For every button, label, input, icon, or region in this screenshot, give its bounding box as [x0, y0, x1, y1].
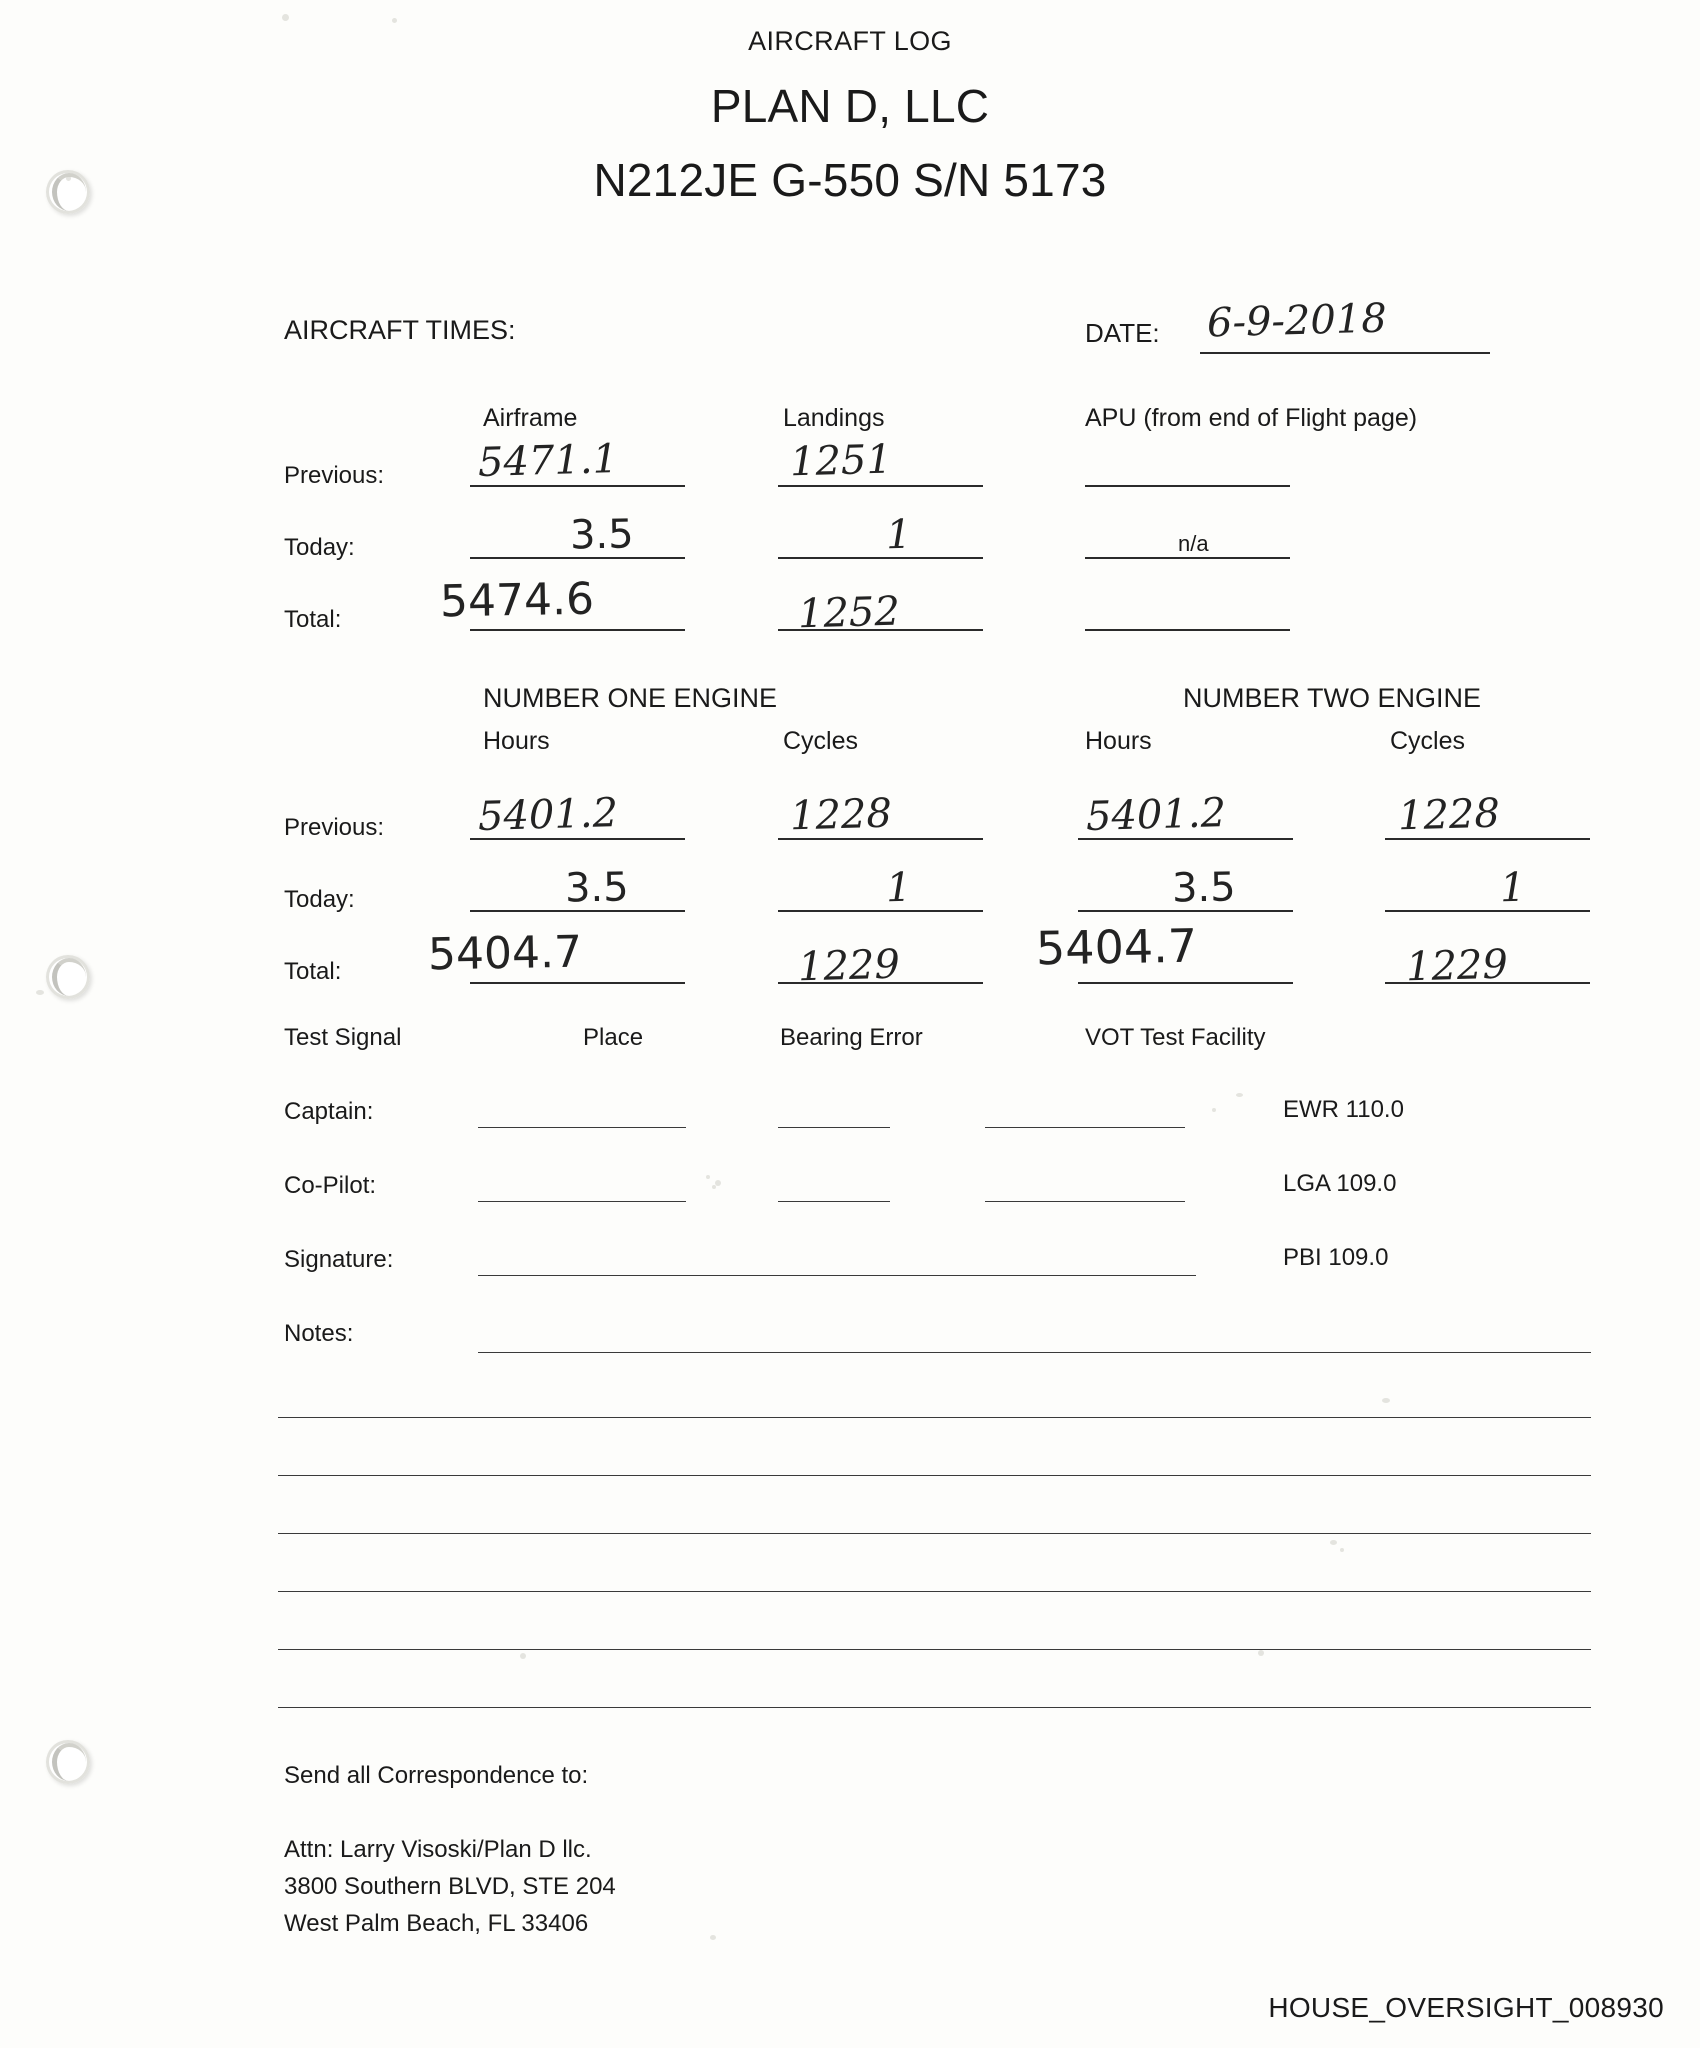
copilot-vot-rule — [985, 1201, 1185, 1202]
e1-cycles-today-rule — [778, 910, 983, 912]
e2-cycles-today-rule — [1385, 910, 1590, 912]
notes-rule-2 — [278, 1417, 1591, 1418]
engine-two-title: NUMBER TWO ENGINE — [1183, 683, 1482, 713]
landings-today-rule — [778, 557, 983, 559]
e2-cycles-total-value: 1229 — [1405, 941, 1509, 991]
apu-today-value: n/a — [1178, 531, 1209, 556]
bates-stamp: HOUSE_OVERSIGHT_008930 — [1268, 1992, 1664, 2023]
vot-facility-pbi: PBI 109.0 — [1283, 1244, 1389, 1271]
date-label: DATE: — [1085, 318, 1160, 348]
airframe-today-value: 3.5 — [569, 511, 635, 559]
e1-hours-today-value: 3.5 — [564, 864, 630, 912]
apu-today-rule — [1085, 557, 1290, 559]
e2-hours-today-value: 3.5 — [1171, 864, 1237, 912]
row-label-previous: Previous: — [284, 462, 385, 489]
notes-rule-5 — [278, 1591, 1591, 1592]
header-line-tail-number: N212JE G-550 S/N 5173 — [593, 154, 1107, 206]
airframe-total-value: 5474.6 — [439, 573, 595, 628]
engine-one-title: NUMBER ONE ENGINE — [483, 683, 778, 713]
scan-speck — [1382, 1398, 1390, 1403]
captain-vot-rule — [985, 1127, 1185, 1128]
signature-label: Signature: — [284, 1246, 394, 1273]
e1-cycles-previous-value: 1228 — [789, 790, 893, 840]
captain-label: Captain: — [284, 1098, 374, 1125]
copilot-bearing-rule — [778, 1201, 890, 1202]
e2-hours-total-rule — [1078, 982, 1293, 984]
e1-hours-previous-value: 5401.2 — [477, 790, 619, 840]
col-header-landings: Landings — [783, 404, 885, 432]
scan-speck — [392, 18, 397, 23]
scan-speck — [1236, 1093, 1243, 1097]
landings-previous-value: 1251 — [789, 436, 893, 486]
row-label-today: Today: — [284, 534, 355, 561]
notes-rule-3 — [278, 1475, 1591, 1476]
bearing-error-header: Bearing Error — [780, 1024, 923, 1051]
aircraft-times-label: AIRCRAFT TIMES: — [284, 315, 516, 345]
engine-row-label-total: Total: — [284, 958, 342, 985]
test-signal-header: Test Signal — [284, 1024, 402, 1051]
scan-speck — [282, 14, 289, 21]
landings-previous-rule — [778, 485, 983, 487]
scan-speck — [715, 1180, 721, 1186]
e2-cycles-today-value: 1 — [1499, 864, 1527, 912]
airframe-previous-value: 5471.1 — [477, 436, 619, 486]
copilot-place-rule — [478, 1201, 686, 1202]
col-header-apu: APU (from end of Flight page) — [1085, 404, 1418, 432]
e1-cycles-total-value: 1229 — [797, 941, 901, 991]
e1-hours-total-value: 5404.7 — [427, 926, 583, 981]
vot-facility-ewr: EWR 110.0 — [1283, 1096, 1404, 1123]
e2-hours-total-value: 5404.7 — [1035, 918, 1198, 976]
document-header — [0, 26, 1700, 207]
e1-hours-total-rule — [470, 982, 685, 984]
correspondence-line-1: Attn: Larry Visoski/Plan D llc. — [284, 1836, 592, 1863]
place-header: Place — [583, 1024, 644, 1051]
scan-speck — [36, 990, 44, 995]
header-line-aircraft-log: AIRCRAFT LOG — [748, 26, 952, 56]
engine-row-label-previous: Previous: — [284, 814, 385, 841]
header-line-company: PLAN D, LLC — [710, 80, 990, 132]
airframe-previous-rule — [470, 485, 685, 487]
notes-rule-1 — [478, 1352, 1591, 1353]
binder-hole-icon — [46, 1740, 90, 1784]
signature-rule — [478, 1275, 1196, 1276]
engine-two-col-hours: Hours — [1085, 727, 1152, 755]
captain-bearing-rule — [778, 1127, 890, 1128]
landings-today-value: 1 — [885, 511, 913, 559]
date-field-rule — [1200, 352, 1490, 354]
vot-facility-lga: LGA 109.0 — [1283, 1170, 1397, 1197]
notes-rule-6 — [278, 1649, 1591, 1650]
correspondence-heading: Send all Correspondence to: — [284, 1762, 589, 1789]
engine-row-label-today: Today: — [284, 886, 355, 913]
date-value: 6-9-2018 — [1206, 295, 1388, 347]
vot-test-facility-header: VOT Test Facility — [1085, 1024, 1266, 1051]
e1-cycles-today-value: 1 — [885, 864, 913, 912]
row-label-total: Total: — [284, 606, 342, 633]
notes-rule-4 — [278, 1533, 1591, 1534]
notes-rule-7 — [278, 1707, 1591, 1708]
notes-label: Notes: — [284, 1320, 354, 1347]
scan-speck — [1212, 1108, 1216, 1112]
correspondence-line-2: 3800 Southern BLVD, STE 204 — [284, 1873, 616, 1900]
scan-speck — [1330, 1540, 1337, 1545]
scan-speck — [520, 1653, 526, 1659]
copilot-label: Co-Pilot: — [284, 1172, 377, 1199]
e2-hours-previous-value: 5401.2 — [1085, 790, 1227, 840]
scan-speck — [710, 1935, 716, 1940]
engine-one-col-hours: Hours — [483, 727, 550, 755]
correspondence-line-3: West Palm Beach, FL 33406 — [284, 1910, 589, 1937]
landings-total-value: 1252 — [797, 588, 901, 638]
engine-one-col-cycles: Cycles — [783, 727, 859, 755]
engine-two-col-cycles: Cycles — [1390, 727, 1466, 755]
scan-speck — [1340, 1548, 1344, 1552]
col-header-airframe: Airframe — [483, 404, 578, 432]
e2-cycles-previous-value: 1228 — [1397, 790, 1501, 840]
scan-speck — [706, 1175, 710, 1179]
scan-speck — [1258, 1650, 1264, 1656]
apu-total-rule — [1085, 629, 1290, 631]
captain-place-rule — [478, 1127, 686, 1128]
apu-previous-rule — [1085, 485, 1290, 487]
scan-speck — [712, 1185, 716, 1189]
binder-hole-icon — [46, 955, 90, 999]
airframe-total-rule — [470, 629, 685, 631]
